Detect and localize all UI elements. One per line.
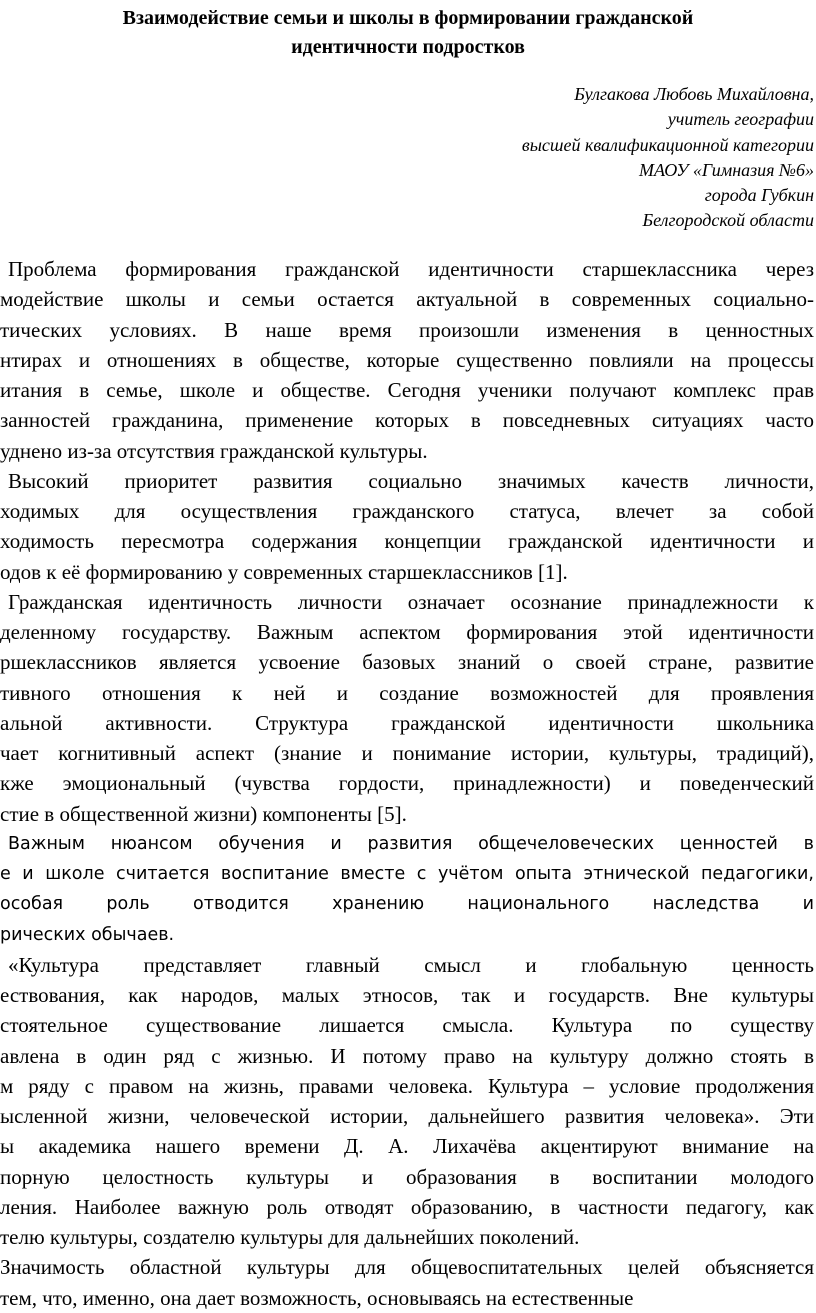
body-line: занностей гражданина, применение которых в повседневных ситуациях часто — [0, 408, 814, 433]
body-line: тических условиях. В наше время произошли изменения в ценностных — [0, 317, 814, 342]
body-line: порную целостность культуры и образования в воспитании молодого — [0, 1164, 814, 1189]
author-position: учитель географии — [667, 109, 814, 130]
body-line: ления. Наиболее важную роль отводят образованию, в частности педагогу, как — [0, 1194, 814, 1219]
author-category: высшей квалификационной категории — [521, 134, 814, 155]
body-line: телю культуры, создателю культуры для дальнейших поколений. — [0, 1225, 580, 1249]
body-line: тем, что, именно, она дает возможность, основываясь на естественные — [0, 1285, 634, 1310]
body-line: кже эмоциональный (чувства гордости, принадлежности) и поведенческий — [0, 771, 814, 796]
document-title — [0, 4, 816, 62]
author-region: Белгородской области — [642, 210, 814, 231]
body-line: е и школе считается воспитание вместе с учётом опыта этнической педагогики, — [0, 864, 814, 884]
body-line: Проблема формирования гражданской идентичности старшеклассника через — [8, 257, 814, 281]
body-line: одов к её формированию у современных старшеклассников [1]. — [0, 559, 568, 584]
body-line: стоятельное существование лишается смысла. Культура по существу — [0, 1013, 814, 1038]
body-line: Гражданская идентичность личности означает осознание принадлежности к — [8, 589, 814, 614]
body-line: итания в семье, школе и обществе. Сегодня ученики получают комплекс прав — [0, 378, 814, 402]
body-line: ршеклассников является усвоение базовых знаний о своей стране, развитие — [0, 650, 814, 675]
author-name: Булгакова Любовь Михайловна, — [574, 84, 814, 104]
body-line: Значимость областной культуры для общевоспитательных целей объясняется — [0, 1255, 814, 1280]
author-school: МАОУ «Гимназия №6» — [638, 159, 814, 180]
body-line: рических обычаев. — [0, 924, 175, 945]
body-line: ходимых для осуществления гражданского статуса, влечет за собой — [0, 499, 814, 523]
body-line: м ряду с правом на жизнь, правами человека. Культура – условие продолжения — [0, 1073, 814, 1098]
body-line: модействие школы и семьи остается актуальной в современных социально- — [0, 287, 814, 312]
body-line: ысленной жизни, человеческой истории, дальнейшего развития человека». Эти — [0, 1104, 814, 1128]
author-city: города Губкин — [704, 185, 814, 206]
body-line: Важным нюансом обучения и развития общечеловеческих ценностей в — [8, 833, 814, 854]
body-line: деленному государству. Важным аспектом формирования этой идентичности — [0, 620, 814, 644]
article-body — [0, 254, 816, 1313]
title-line-2: идентичности подростков — [291, 36, 525, 58]
body-line: Высокий приоритет развития социально значимых качеств личности, — [8, 468, 814, 493]
body-line: альной активности. Структура гражданской идентичности школьника — [0, 710, 814, 735]
body-line: особая роль отводится хранению национального наследства и — [0, 894, 814, 915]
body-line: ы академика нашего времени Д. А. Лихачёва акцентируют внимание на — [0, 1134, 814, 1159]
body-line: ходимость пересмотра содержания концепции гражданской идентичности и — [0, 529, 814, 554]
title-line-1: Взаимодействие семьи и школы в формировании гражданской — [122, 7, 694, 29]
body-line: нтирах и отношениях в обществе, которые существенно повлияли на процессы — [0, 347, 814, 372]
body-line: авлена в один ряд с жизнью. И потому право на культуру должно стоять в — [0, 1043, 814, 1068]
body-line: «Культура представляет главный смысл и глобальную ценность — [8, 952, 814, 977]
body-line: стие в общественной жизни) компоненты [5]. — [0, 801, 407, 826]
body-line: уднено из-за отсутствия гражданской культуры. — [0, 438, 428, 463]
author-block — [522, 82, 814, 234]
body-line: чает когнитивный аспект (знание и понимание истории, культуры, традиций), — [0, 741, 814, 765]
body-line: тивного отношения к ней и создание возможностей для проявления — [0, 680, 814, 705]
body-line: ествования, как народов, малых этносов, так и государств. Вне культуры — [0, 983, 814, 1007]
